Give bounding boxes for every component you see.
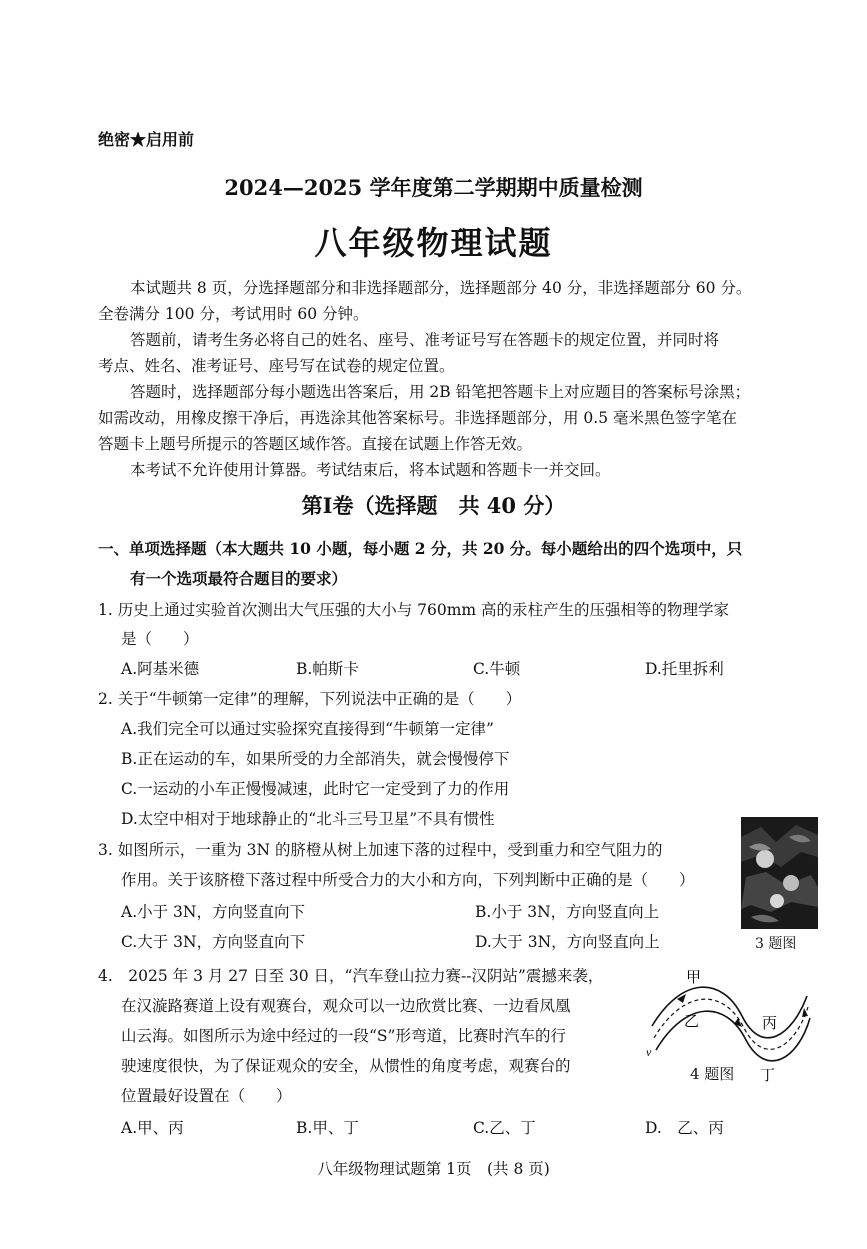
option-c: C.一运动的小车正慢慢减速，此时它一定受到了力的作用 bbox=[121, 780, 510, 798]
figure-caption: 4 题图 bbox=[690, 1065, 735, 1083]
instruction-line: 答题时，选择题部分每小题选出答案后，用 2B 铅笔把答题卡上对应题目的答案标号涂黑； bbox=[130, 383, 751, 401]
orange-tree-photo bbox=[741, 817, 818, 929]
figure-caption: 3 题图 bbox=[755, 936, 797, 952]
option-d: D.大于 3N，方向竖直向上 bbox=[475, 933, 660, 951]
option-a: A.阿基米德 bbox=[121, 660, 200, 678]
option-c: C.乙、丁 bbox=[473, 1119, 536, 1137]
label-yi: 乙 bbox=[684, 1014, 700, 1030]
question-stem: 位置最好设置在（ ） bbox=[121, 1087, 292, 1105]
option-b: B.甲、丁 bbox=[296, 1119, 359, 1137]
instruction-line: 答题卡上题号所提示的答题区域作答。直接在试题上作答无效。 bbox=[98, 435, 533, 453]
instruction-line: 本考试不允许使用计算器。考试结束后，将本试题和答题卡一并交回。 bbox=[130, 461, 611, 479]
section-title: 第Ⅰ卷（选择题 共 40 分） bbox=[301, 493, 566, 518]
label-ding: 丁 bbox=[760, 1068, 776, 1084]
label-bing: 丙 bbox=[762, 1016, 778, 1032]
confidential-label: 绝密★启用前 bbox=[98, 130, 195, 149]
question-stem: 2. 关于“牛顿第一定律”的理解，下列说法中正确的是（ ） bbox=[98, 690, 522, 708]
instruction-line: 答题前，请考生务必将自己的姓名、座号、准考证号写在答题卡的规定位置，并同时将 bbox=[130, 331, 720, 349]
instruction-line: 如需改动，用橡皮擦干净后，再选涂其他答案标号。非选择题部分，用 0.5 毫米黑色签字笔在 bbox=[98, 409, 738, 427]
option-c: C.牛顿 bbox=[473, 660, 521, 678]
question-stem: 3. 如图所示，一重为 3N 的脐橙从树上加速下落的过程中，受到重力和空气阻力的 bbox=[98, 841, 663, 859]
instruction-line: 全卷满分 100 分，考试用时 60 分钟。 bbox=[98, 305, 369, 323]
option-b: B.正在运动的车，如果所受的力全部消失，就会慢慢停下 bbox=[121, 750, 510, 768]
page-footer: 八年级物理试题第 1页 (共 8 页) bbox=[317, 1160, 550, 1178]
option-a: A.我们完全可以通过实验探究直接得到“牛顿第一定律” bbox=[121, 720, 494, 738]
question-stem: 山云海。如图所示为途中经过的一段“S”形弯道，比赛时汽车的行 bbox=[121, 1027, 566, 1045]
option-b: B.小于 3N，方向竖直向上 bbox=[475, 903, 660, 921]
option-a: A.甲、丙 bbox=[121, 1119, 184, 1137]
question-stem: 1. 历史上通过实验首次测出大气压强的大小与 760mm 高的汞柱产生的压强相等的物理学家 bbox=[98, 601, 730, 619]
direction-arrow-icon bbox=[734, 1018, 742, 1027]
label-velocity: v bbox=[646, 1045, 652, 1059]
question-stem: 驶速度很快，为了保证观众的安全，从惯性的角度考虑，观赛台的 bbox=[121, 1057, 571, 1075]
option-d: D.太空中相对于地球静止的“北斗三号卫星”不具有惯性 bbox=[121, 810, 495, 828]
question-stem: 作用。关于该脐橙下落过程中所受合力的大小和方向，下列判断中正确的是（ ） bbox=[121, 871, 695, 889]
question-stem: 是（ ） bbox=[121, 630, 199, 648]
option-b: B.帕斯卡 bbox=[296, 660, 359, 678]
option-a: A.小于 3N，方向竖直向下 bbox=[121, 903, 305, 921]
exam-title: 八年级物理试题 bbox=[314, 224, 553, 262]
part-heading: 有一个选项最符合题目的要求） bbox=[130, 569, 348, 588]
question-stem: 4. 2025 年 3 月 27 日至 30 日，“汽车登山拉力赛--汉阴站”震撼来袭， bbox=[98, 967, 604, 985]
exam-subtitle: 2024—2025 学年度第二学期期中质量检测 bbox=[224, 175, 643, 200]
option-d: D. 乙、丙 bbox=[645, 1119, 724, 1137]
instruction-line: 本试题共 8 页，分选择题部分和非选择题部分，选择题部分 40 分，非选择题部分 60 分。 bbox=[130, 279, 752, 297]
option-d: D.托里拆利 bbox=[645, 660, 724, 678]
option-c: C.大于 3N，方向竖直向下 bbox=[121, 933, 306, 951]
instruction-line: 考点、姓名、准考证号、座号写在试卷的规定位置。 bbox=[98, 357, 455, 375]
question-stem: 在汉漩路赛道上设有观赛台，观众可以一边欣赏比赛、一边看凤凰 bbox=[121, 997, 571, 1015]
part-heading: 一、单项选择题（本大题共 10 小题，每小题 2 分，共 20 分。每小题给出的四个选项中，只 bbox=[98, 539, 743, 558]
label-jia: 甲 bbox=[686, 970, 702, 986]
